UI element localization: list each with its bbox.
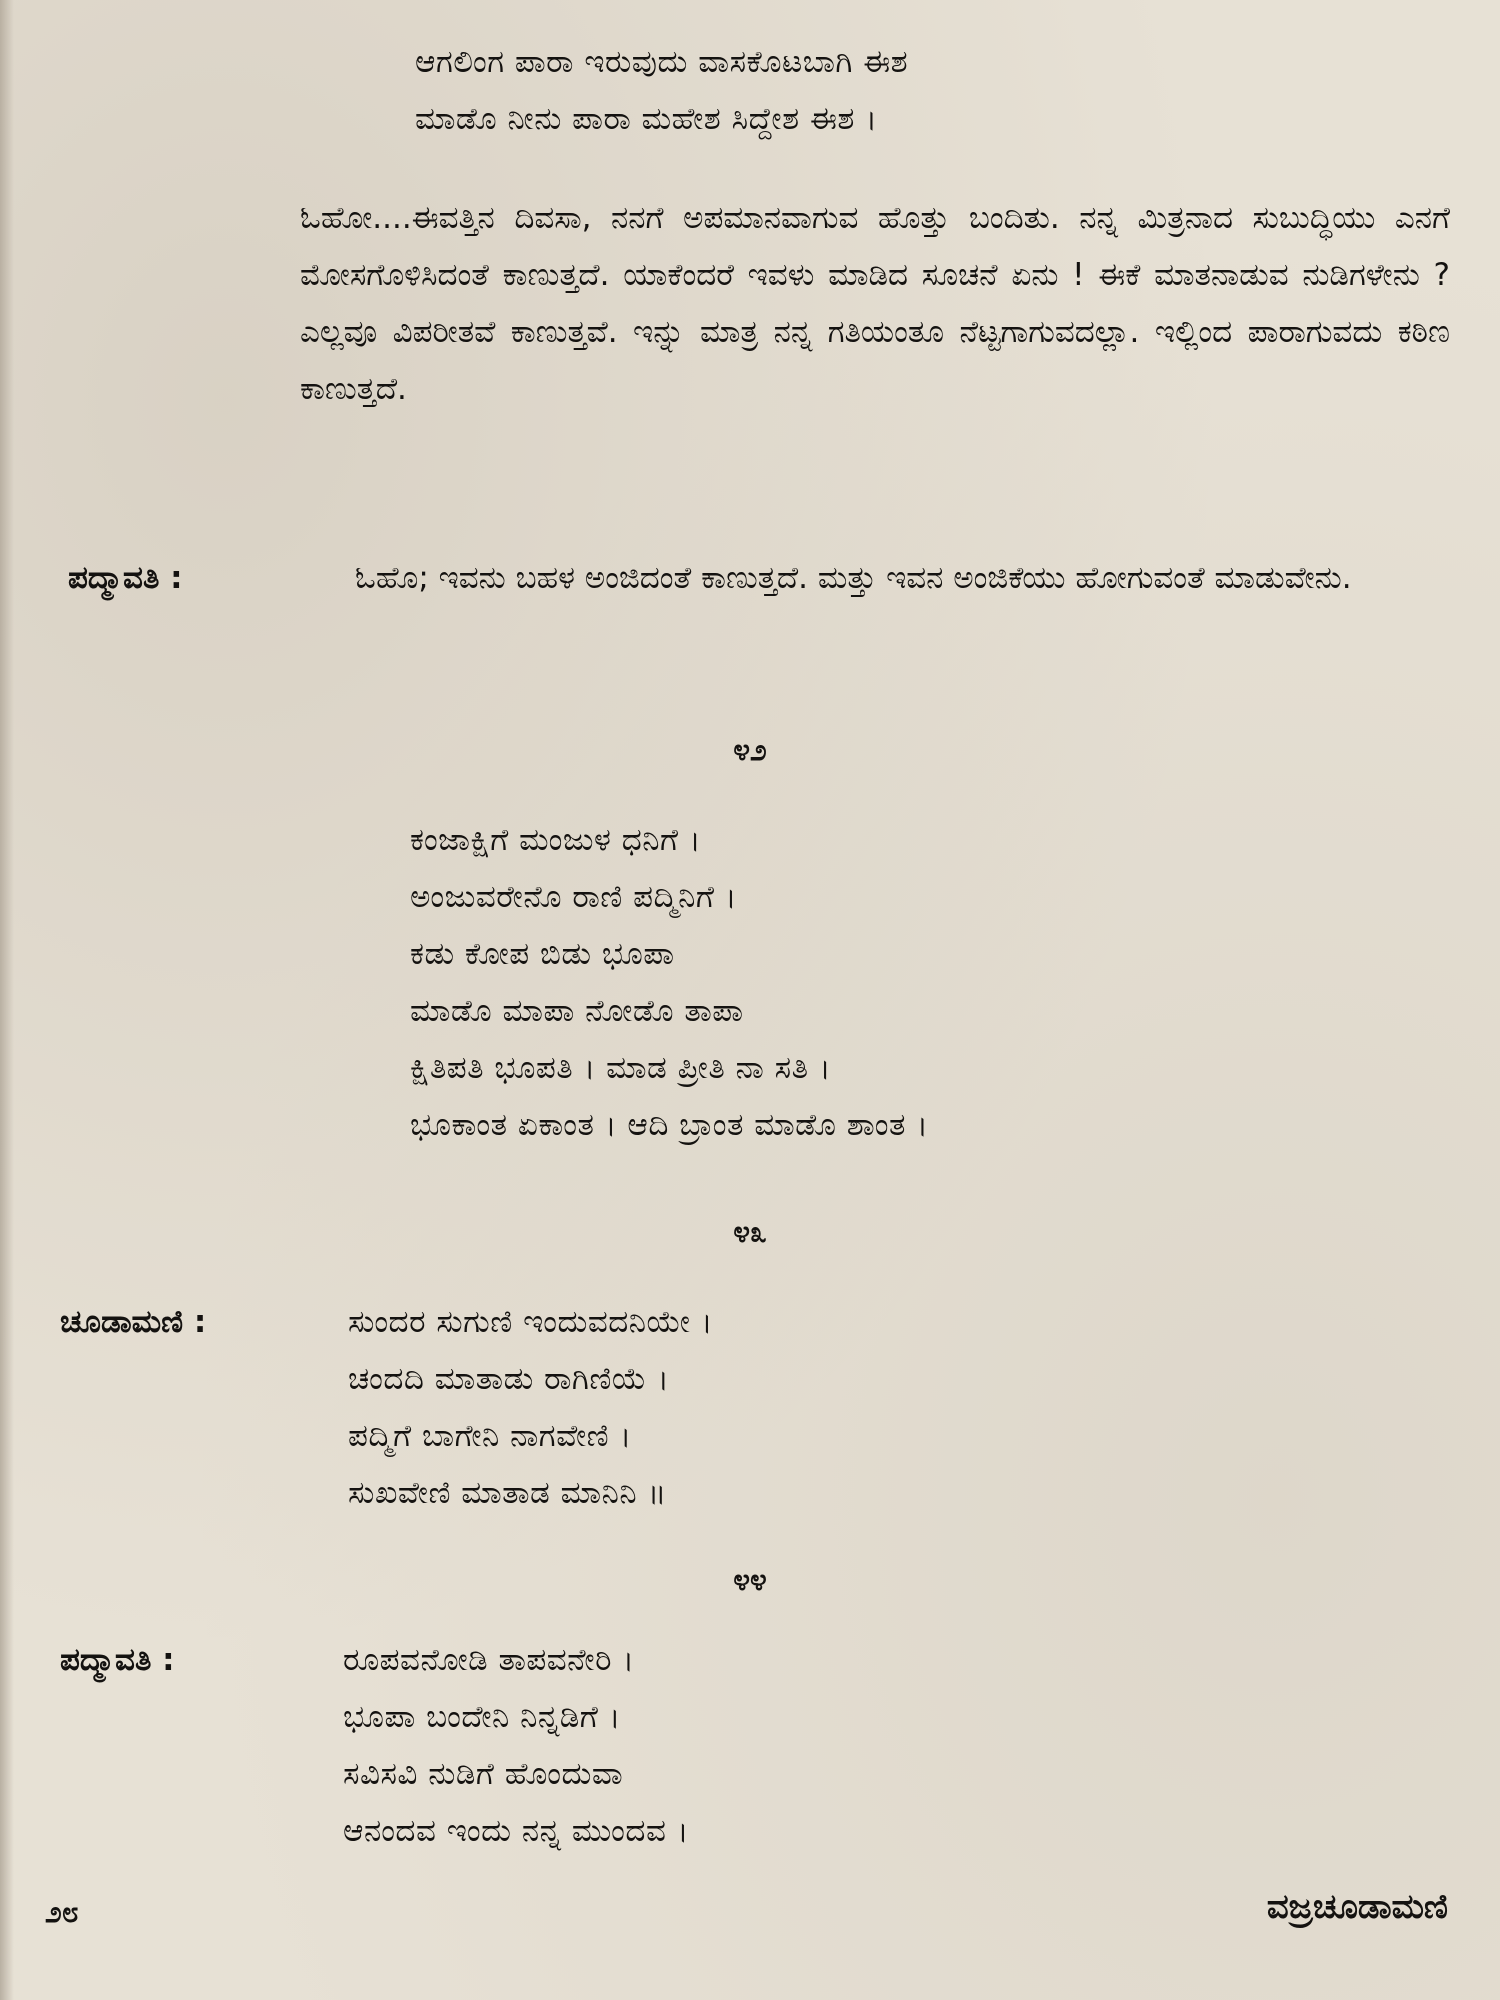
song44-line-4: ಆನಂದವ ಇಂದು ನನ್ನ ಮುಂದವ । — [343, 1813, 689, 1849]
prose-paragraph: ಓಹೋ....ಈವತ್ತಿನ ದಿವಸಾ, ನನಗೆ ಅಪಮಾನವಾಗುವ ಹೊತ್ತು ಬಂದಿತು. ನನ್ನ ಮಿತ್ರನಾದ ಸುಬುದ್ಧಿಯು ಎನಗೆ ಮೋಸಗೊಳಿಸಿದಂತೆ ಕಾಣುತ್ತದೆ. ಯಾಕೆಂದರೆ ಇವಳು ಮಾಡಿದ ಸೂಚನೆ ಏನು ! ಈಕೆ ಮಾತನಾಡುವ ನುಡಿಗಳೇನು ? ಎಲ್ಲವೂ ವಿಪರೀತವೆ ಕಾಣುತ್ತವೆ. ಇನ್ನು ಮಾತ್ರ ನನ್ನ ಗತಿಯಂತೂ ನೆಟ್ಟಗಾಗುವದಲ್ಲಾ. ಇಲ್ಲಿಂದ ಪಾರಾಗುವದು ಕಠಿಣ ಕಾಣುತ್ತದೆ. — [300, 200, 1450, 407]
page-number: ೨೮ — [45, 1895, 79, 1930]
song42-line-4: ಮಾಡೊ ಮಾಪಾ ನೋಡೊ ತಾಪಾ — [410, 993, 744, 1029]
song42-line-2: ಅಂಜುವರೇನೊ ರಾಣಿ ಪದ್ಮಿನಿಗೆ । — [410, 879, 738, 915]
song42-line-3: ಕಡು ಕೋಪ ಬಿಡು ಭೂಪಾ — [410, 936, 675, 972]
song42-line-5: ಕ್ಷಿತಿಪತಿ ಭೂಪತಿ । ಮಾಡ ಪ್ರೀತಿ ನಾ ಸತಿ । — [410, 1050, 832, 1086]
song-number-43: ೪೩ — [733, 1215, 767, 1250]
song42-line-6: ಭೂಕಾಂತ ಏಕಾಂತ । ಆದಿ ಬ್ರಾಂತ ಮಾಡೊ ಶಾಂತ । — [410, 1107, 929, 1143]
running-title: ವಜ್ರಚೂಡಾಮಣಿ — [1266, 1887, 1448, 1927]
intro-line-1: ಆಗಲಿಂಗ ಪಾರಾ ಇರುವುದು ವಾಸಕೊಟಬಾಗಿ ಈಶ — [415, 44, 909, 80]
intro-line-2: ಮಾಡೊ ನೀನು ಪಾರಾ ಮಹೇಶ ಸಿದ್ದೇಶ ಈಶ । — [415, 101, 878, 137]
speech-padmavati-1: ಓಹೊ; ಇವನು ಬಹಳ ಅಂಜಿದಂತೆ ಕಾಣುತ್ತದೆ. ಮತ್ತು ಇವನ ಅಂಜಿಕೆಯು ಹೋಗುವಂತೆ ಮಾಡುವೇನು. — [355, 560, 1352, 596]
song43-line-4: ಸುಖವೇಣಿ ಮಾತಾಡ ಮಾನಿನಿ ॥ — [348, 1475, 667, 1511]
speaker-padmavati-2: ಪದ್ಮಾವತಿ : — [60, 1642, 175, 1678]
song44-line-3: ಸವಿಸವಿ ನುಡಿಗೆ ಹೊಂದುವಾ — [343, 1756, 624, 1792]
song42-line-1: ಕಂಜಾಕ್ಷಿಗೆ ಮಂಜುಳ ಧನಿಗೆ । — [410, 822, 702, 858]
page-edge-shadow — [0, 0, 14, 2000]
song-number-42: ೪೨ — [733, 733, 767, 768]
song43-line-1: ಸುಂದರ ಸುಗುಣಿ ಇಂದುವದನಿಯೇ । — [348, 1304, 714, 1340]
song-number-44: ೪೪ — [733, 1563, 767, 1598]
song43-line-3: ಪದ್ಮಿಗೆ ಬಾಗೇನಿ ನಾಗವೇಣಿ । — [348, 1418, 632, 1454]
song43-line-2: ಚಂದದಿ ಮಾತಾಡು ರಾಗಿಣಿಯೆ । — [348, 1361, 670, 1397]
speaker-chudamani: ಚೂಡಾಮಣಿ : — [60, 1304, 207, 1340]
speaker-padmavati-1: ಪದ್ಮಾವತಿ : — [68, 560, 183, 596]
song44-line-2: ಭೂಪಾ ಬಂದೇನಿ ನಿನ್ನಡಿಗೆ । — [343, 1699, 621, 1735]
song44-line-1: ರೂಪವನೋಡಿ ತಾಪವನೇರಿ । — [343, 1642, 635, 1678]
